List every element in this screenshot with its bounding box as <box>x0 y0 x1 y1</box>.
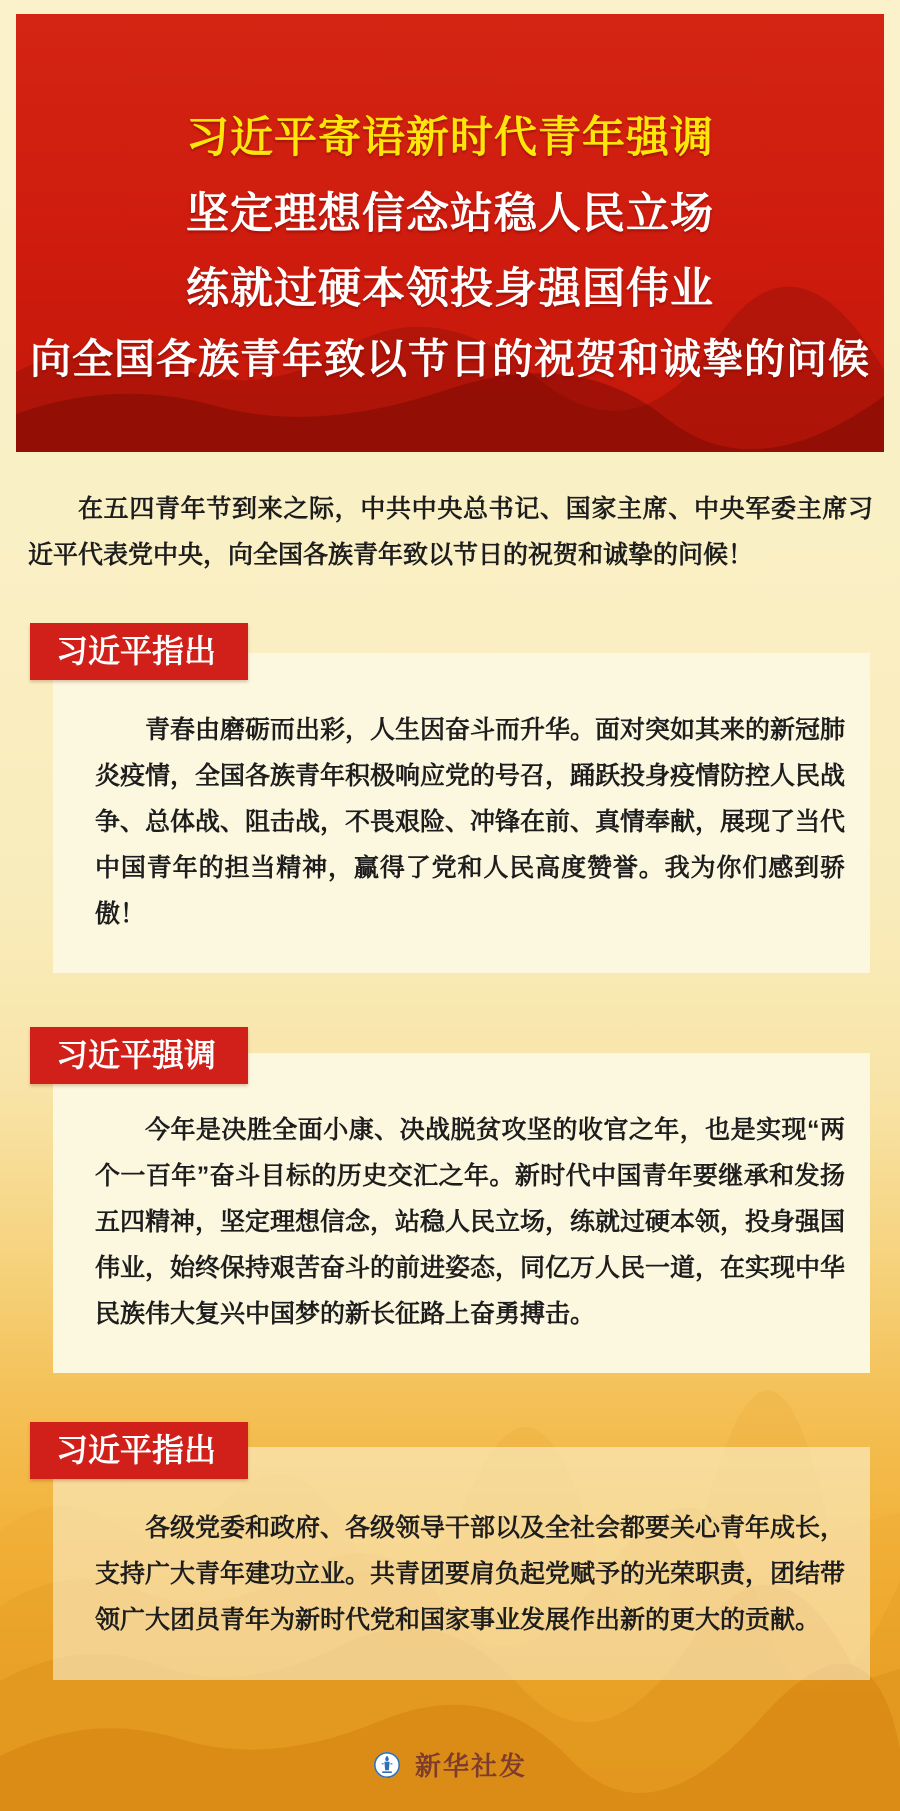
quote-box-1 <box>53 653 870 973</box>
footer <box>0 1746 900 1783</box>
footer-credit: 新华社发 <box>414 1751 527 1781</box>
banner-subtitle-2: 练就过硬本领投身强国伟业 <box>186 265 714 313</box>
xinhua-logo-icon <box>373 1751 401 1779</box>
intro-paragraph: 在五四青年节到来之际，中共中央总书记、国家主席、中央军委主席习近平代表党中央，向全国各族青年致以节日的祝贺和诚挚的问候！ <box>28 495 873 569</box>
section-label-2: 习近平强调 <box>30 1027 248 1084</box>
quote-box-3 <box>53 1447 870 1680</box>
quote-text-1: 青春由磨砺而出彩，人生因奋斗而升华。面对突如其来的新冠肺炎疫情，全国各族青年积极响应党的号召，踊跃投身疫情防控人民战争、总体战、阻击战，不畏艰险、冲锋在前、真情奉献，展现了当代中国青年的担当精神，赢得了党和人民高度赞誉。我为你们感到骄傲！ <box>95 716 846 928</box>
quote-text-2: 今年是决胜全面小康、决战脱贫攻坚的收官之年，也是实现“两个一百年”奋斗目标的历史交汇之年。新时代中国青年要继承和发扬五四精神，坚定理想信念，站稳人民立场，练就过硬本领，投身强国伟业，始终保持艰苦奋斗的前进姿态，同亿万人民一道，在实现中华民族伟大复兴中国梦的新长征路上奋勇搏击。 <box>95 1116 846 1328</box>
banner-title: 习近平寄语新时代青年强调 <box>186 114 714 162</box>
section-label-3: 习近平指出 <box>30 1422 248 1479</box>
banner-subtitle-1: 坚定理想信念站稳人民立场 <box>186 190 714 238</box>
header-banner <box>16 14 884 452</box>
section-label-1: 习近平指出 <box>30 623 248 680</box>
quote-box-2 <box>53 1053 870 1373</box>
quote-text-3: 各级党委和政府、各级领导干部以及全社会都要关心青年成长，支持广大青年建功立业。共青团要肩负起党赋予的光荣职责，团结带领广大团员青年为新时代党和国家事业发展作出新的更大的贡献。 <box>95 1514 846 1634</box>
banner-subtitle-3: 向全国各族青年致以节日的祝贺和诚挚的问候 <box>30 336 870 382</box>
